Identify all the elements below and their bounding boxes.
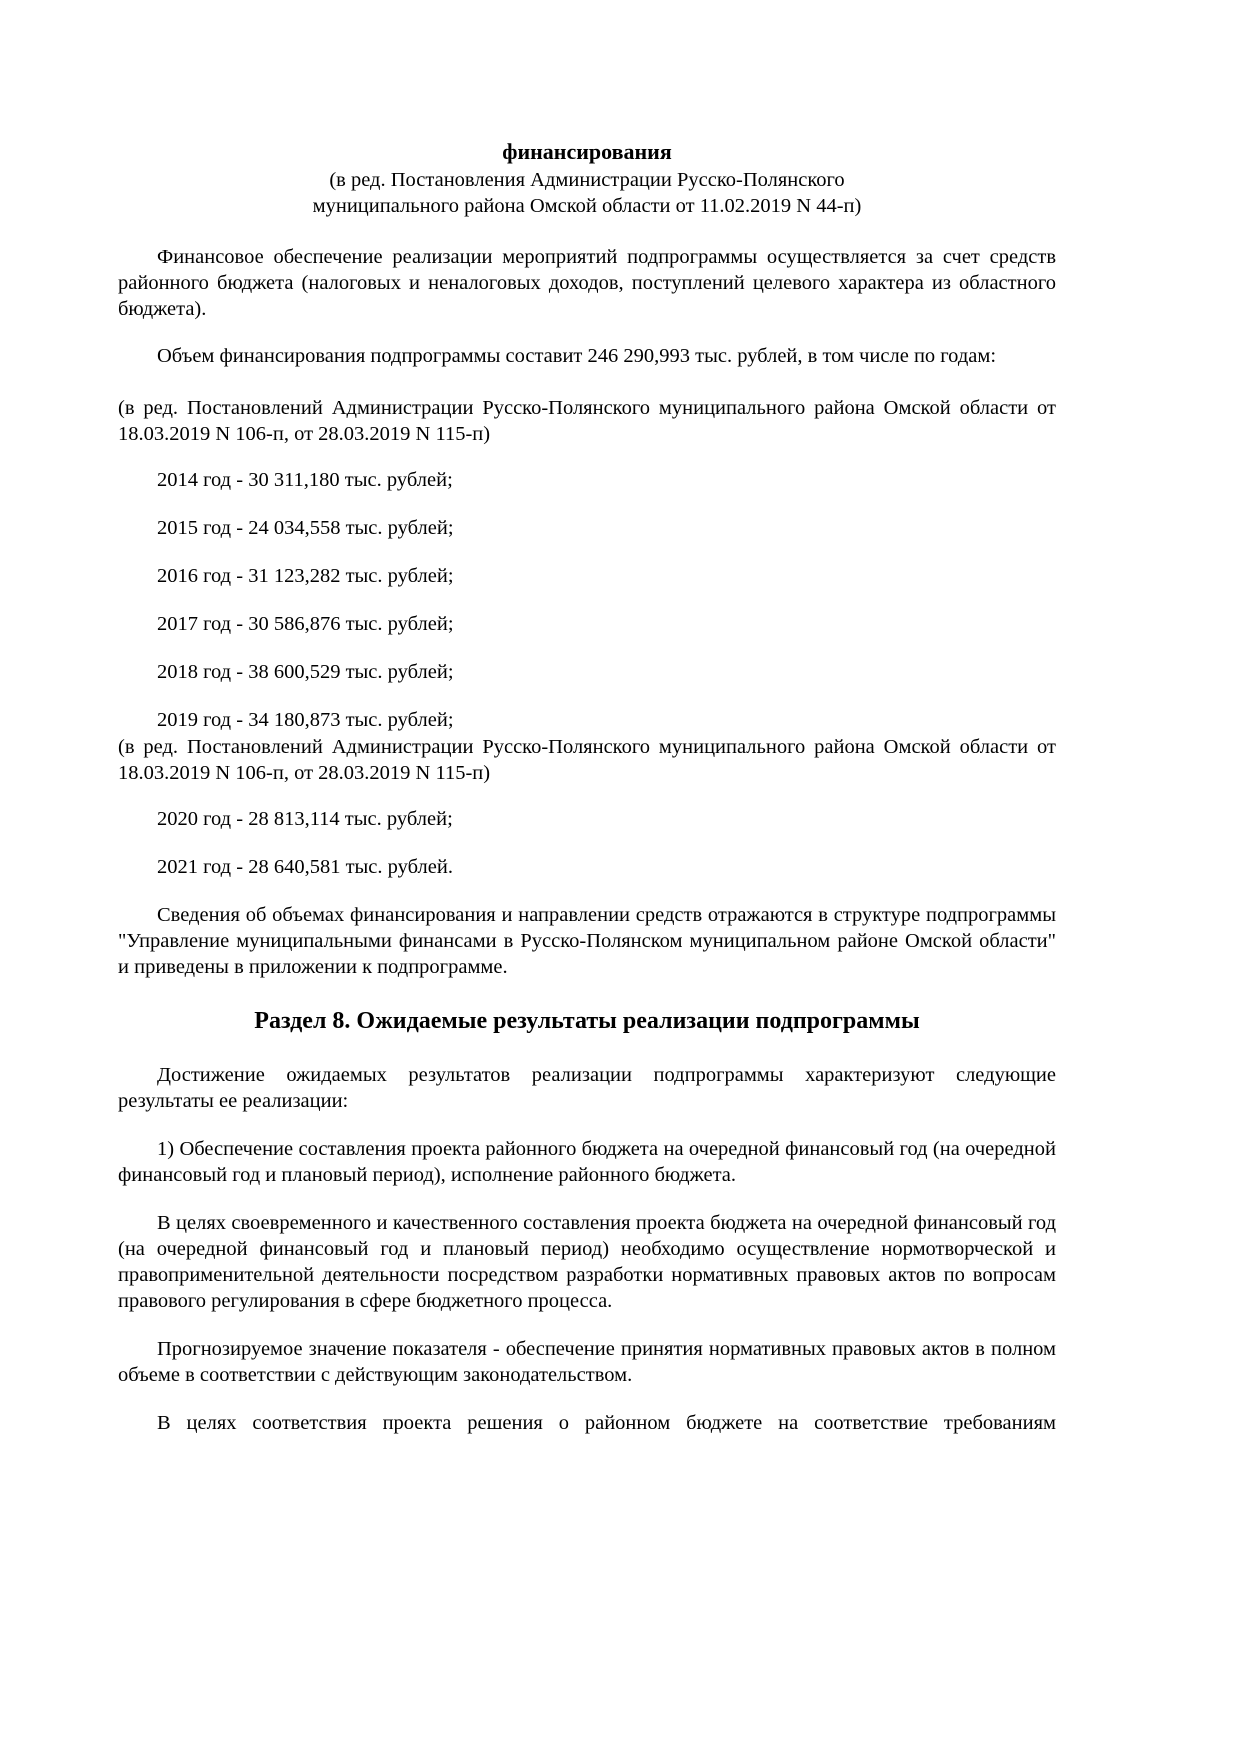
section-heading: Раздел 8. Ожидаемые результаты реализации подпрограммы xyxy=(254,1008,920,1034)
paragraph: Сведения об объемах финансирования и направлении средств отражаются в структуре подпрограммы "Управление муниципальными финансами в Русско-Полянском муниципальном районе Омской области" и приведены в приложении к подпрограмме. xyxy=(118,904,1056,978)
year-item: 2020 год - 28 813,114 тыс. рублей; xyxy=(157,808,453,830)
amendment-note: (в ред. Постановлений Администрации Русско-Полянского муниципального района Омской области от 18.03.2019 N 106-п, от 28.03.2019 N 115-п) xyxy=(118,736,1056,784)
paragraph: Достижение ожидаемых результатов реализации подпрограммы характеризуют следующие результаты ее реализации: xyxy=(118,1064,1056,1112)
paragraph: Прогнозируемое значение показателя - обеспечение принятия нормативных правовых актов в полном объеме в соответствии с действующим законодательством. xyxy=(118,1338,1056,1386)
paragraph: В целях соответствия проекта решения о районном бюджете на соответствие требованиям xyxy=(157,1412,1056,1434)
amendment-note: (в ред. Постановлений Администрации Русско-Полянского муниципального района Омской области от 18.03.2019 N 106-п, от 28.03.2019 N 115-п) xyxy=(118,397,1056,445)
amendment-note: муниципального района Омской области от 11.02.2019 N 44-п) xyxy=(312,195,862,217)
section-title: финансирования xyxy=(502,139,672,164)
year-item: 2017 год - 30 586,876 тыс. рублей; xyxy=(157,613,454,635)
paragraph: В целях своевременного и качественного составления проекта бюджета на очередной финансовый год (на очередной финансовый год и плановый период) необходимо осуществление нормотворческой и правоприменительной деятельности посредством разработки нормативных правовых актов по вопросам правового регулирования в сфере бюджетного процесса. xyxy=(118,1212,1056,1312)
year-item: 2015 год - 24 034,558 тыс. рублей; xyxy=(157,517,454,539)
year-item: 2016 год - 31 123,282 тыс. рублей; xyxy=(157,565,454,587)
paragraph: Финансовое обеспечение реализации мероприятий подпрограммы осуществляется за счет средств районного бюджета (налоговых и неналоговых доходов, поступлений целевого характера из областного бюджета). xyxy=(118,246,1056,320)
year-item: 2021 год - 28 640,581 тыс. рублей. xyxy=(157,856,453,878)
year-item: 2019 год - 34 180,873 тыс. рублей; xyxy=(157,709,454,731)
amendment-note: (в ред. Постановления Администрации Русско-Полянского xyxy=(329,169,845,191)
paragraph: Объем финансирования подпрограммы составит 246 290,993 тыс. рублей, в том числе по годам: xyxy=(157,345,997,367)
year-item: 2018 год - 38 600,529 тыс. рублей; xyxy=(157,661,454,683)
year-item: 2014 год - 30 311,180 тыс. рублей; xyxy=(157,469,453,491)
list-item: 1) Обеспечение составления проекта районного бюджета на очередной финансовый год (на очередной финансовый год и плановый период), исполнение районного бюджета. xyxy=(118,1138,1056,1186)
